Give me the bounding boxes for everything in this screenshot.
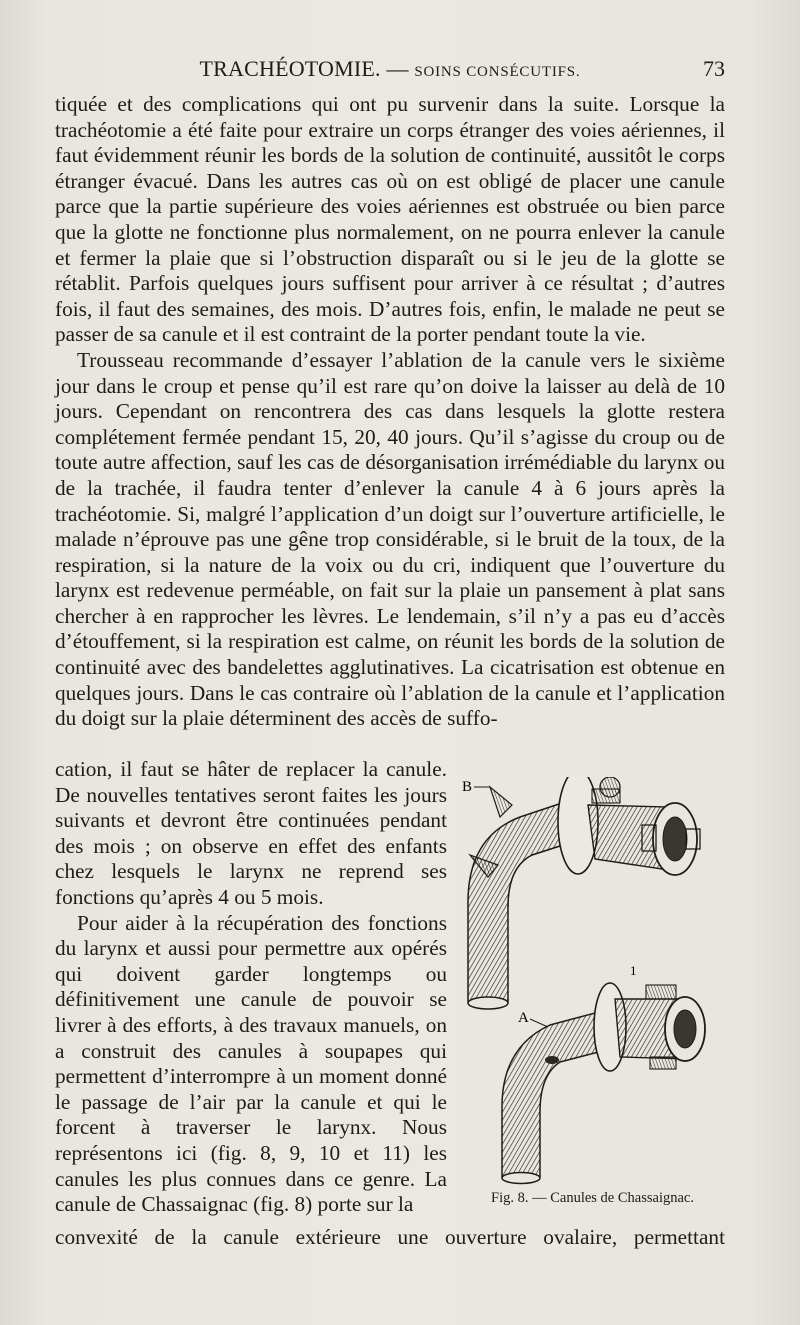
paragraph-3: Pour aider à la récupération des fonctions du larynx et aussi pour permettre aux opérés qui doivent garder longtemps ou définitivement une canule de pouvoir se livrer à des efforts, à des travaux manuels, on a construit des canules à soupapes qui permettent d’interrompre à un moment donné le passage de l’air par la canule et qui le forcent à traverser le larynx. Nous représentons ici (fig. 8, 9, 10 et 11) les canules les plus connues dans ce genre. La canule de Chassaignac (fig. 8) porte sur la <box>55 910 447 1217</box>
paragraph-2: Trousseau recommande d’essayer l’ablation de la canule vers le sixième jour dans le croup et pense qu’il est rare qu’on doive la laisser au delà de 10 jours. Cependant on rencontrera des cas dans lesquels la glotte restera complétement fermée pendant 15, 20, 40 jours. Qu’il s’agisse du croup ou de toute autre affection, sauf les cas de désorganisation irrémédiable du larynx ou de la trachée, il faudra tenter d’enlever la canule 4 à 6 jours après la trachéotomie. Si, malgré l’application d’un doigt sur l’ouverture artificielle, le malade n’éprouve pas une gêne trop considérable, si le bruit de la toux, de la respiration, si la nature de la voix ou du cri, indiquent que l’ouverture du larynx est redevenue perméable, on fait sur la plaie un pansement à plat sans chercher à en rapprocher les lèvres. Le lendemain, s’il n’y a pas eu d’accès d’étouffement, si la respiration est calme, on réunit les bords de la solution de continuité avec des bandelettes agglutinatives. La cicatrisation est obtenue en quelques jours. Dans le cas contraire où l’ablation de la canule et l’application du doigt sur la plaie déterminent des accès de suffo- <box>55 347 725 731</box>
label-b: B <box>462 779 473 795</box>
label-1: 1 <box>630 963 637 978</box>
text-block-top <box>55 92 725 732</box>
running-header <box>55 56 725 88</box>
page-number: 73 <box>703 56 725 81</box>
paragraph-2-continued: cation, il faut se hâter de replacer la canule. De nouvelles tentatives seront faites les jours suivants et devront être continuées pendant des mois ; on observe en effet des enfants chez lesquels le larynx ne reprend ses fonctions qu’après 4 ou 5 mois. <box>55 757 447 909</box>
running-title-main: TRACHÉOTOMIE. — <box>199 56 415 81</box>
label-a: A <box>518 1010 529 1026</box>
figure-caption: Fig. 8. — Canules de Chassaignac. <box>491 1190 694 1206</box>
running-title <box>55 56 725 82</box>
figure-wrap-zone <box>55 757 725 1283</box>
figure-cannulas <box>460 777 725 1207</box>
cannula-engraving <box>460 777 725 1207</box>
cannula-a-drawing <box>502 983 705 1184</box>
cannula-b-drawing <box>468 777 700 1009</box>
running-title-sub: SOINS CONSÉCUTIFS. <box>414 64 581 80</box>
closing-line: convexité de la canule extérieure une ouverture ovalaire, permettant <box>55 1225 725 1249</box>
paragraph-1: tiquée et des complications qui ont pu survenir dans la suite. Lorsque la trachéotomie a été faite pour extraire un corps étranger des voies aériennes, il faut évidemment réunir les bords de la solution de continuité, aussitôt le corps étranger évacué. Dans les autres cas où on est obligé de placer une canule parce que la partie supérieure des voies aériennes est obstruée ou bien parce que la glotte ne fonctionne plus normalement, on ne pourra enlever la canule et fermer la plaie que si l’obstruction disparaît ou si le jeu de la glotte se rétablit. Parfois quelques jours suffisent pour arriver à ce résultat ; d’autres fois, il faut des semaines, des mois. D’autres fois, enfin, le malade ne peut se passer de sa canule et il est contraint de la porter pendant toute la vie. <box>55 92 725 347</box>
text-column-left <box>55 757 447 1218</box>
